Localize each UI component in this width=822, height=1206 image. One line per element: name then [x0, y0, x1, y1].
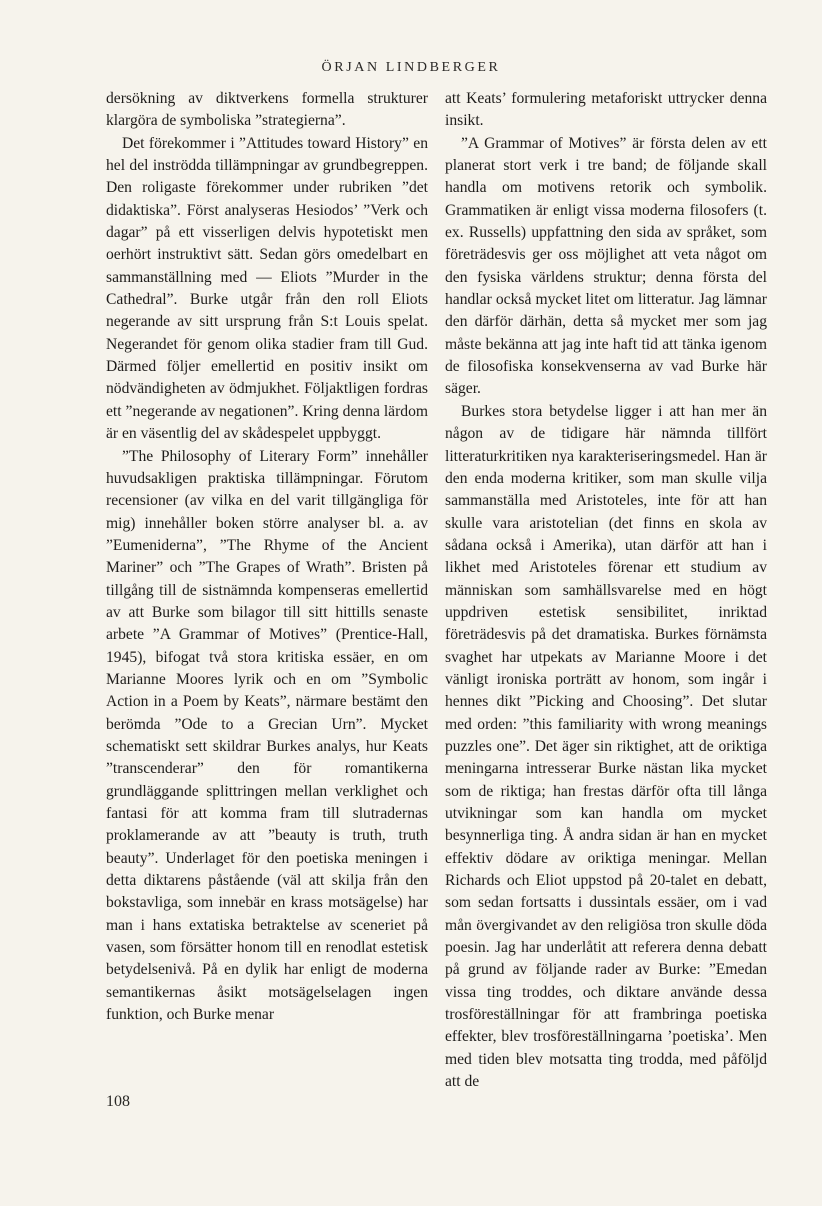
- paragraph: att Keats’ formulering metaforiskt uttrycker denna insikt.: [445, 90, 767, 130]
- paragraph: dersökning av diktverkens formella strukturer klargöra de symboliska ”strategierna”.: [106, 90, 428, 130]
- page-number: 108: [106, 1093, 130, 1110]
- running-head: ÖRJAN LINDBERGER: [321, 60, 501, 75]
- right-column: [445, 88, 767, 1093]
- left-column: [106, 88, 428, 1026]
- paragraph: ”The Philosophy of Literary Form” innehåller huvudsakligen praktiska tillämpningar. Förutom recensioner (av vilka en del varit tillgängliga för mig) innehåller boken större analyser bl. a. av ”Eumeniderna”, ”The Rhyme of the Ancient Mariner” och ”The Grapes of Wrath”. Bristen på tillgång till de sistnämnda kompenseras emellertid av att Burke som bilagor till sitt hittills senaste arbete ”A Grammar of Motives” (Prentice-Hall, 1945), bifogat två stora kritiska essäer, en om Marianne Moores lyrik och en om ”Symbolic Action in a Poem by Keats”, närmare bestämt den berömda ”Ode to a Grecian Urn”. Mycket schematiskt sett skildrar Burkes analys, hur Keats ”transcenderar” den för romantikerna grundläggande splittringen mellan verklighet och fantasi för att komma fram till slutradernas proklamerande av att ”beauty is truth, truth beauty”. Underlaget för den poetiska meningen i detta diktarens påstående (väl att skilja från den bokstavliga, som innebär en krass motsägelse) har man i hans extatiska betraktelse av sceneriet på vasen, som försätter honom till en renodlat estetisk betydelsenivå. På en dylik har enligt de moderna semantikernas åsikt motsägelselagen ingen funktion, och Burke menar: [106, 447, 428, 1024]
- paragraph: ”A Grammar of Motives” är första delen av ett planerat stort verk i tre band; de följande skall handla om motivens retorik och symbolik. Grammatiken är enligt vissa moderna filosofers (t. ex. Russells) uppfattning den sida av språket, som företrädesvis ger oss möjlighet att veta något om den fysiska världens struktur; denna första del handlar också mycket litet om litteratur. Jag lämnar den därför därhän, detta så mycket mer som jag måste bekänna att jag inte haft tid att tänka igenom de filosofiska konsekvenserna av vad Burke här säger.: [445, 134, 767, 398]
- paragraph: Burkes stora betydelse ligger i att han mer än någon av de tidigare här nämnda tillfört litteraturkritiken nya karakteriseringsmedel. Han är den enda moderna kritiker, som man skulle vilja sammanställa med Aristoteles, inte för att han skulle vara aristotelian (det finns en skola av sådana också i Amerika), utan därför att han i likhet med Aristoteles förenar ett studium av människan som samhällsvarelse med en högt uppdriven estetisk sensibilitet, inriktad företrädesvis på det dramatiska. Burkes förnämsta svaghet har utpekats av Marianne Moore i det vänligt ironiska porträtt av honom, som ingår i hennes dikt ”Picking and Choosing”. Det slutar med orden: ”this familiarity with wrong meanings puzzles one”. Det äger sin riktighet, att de oriktiga meningarna intresserar Burke nästan lika mycket som de riktiga; han frestas därför ofta till långa utvikningar som kan handla om mycket besynnerliga ting. Å andra sidan är han en mycket effektiv dödare av oriktiga meningar. Mellan Richards och Eliot uppstod på 20-talet en debatt, som sedan fortsatts i dussintals essäer, om i vad mån övergivandet av den religiösa tron skulle döda poesin. Jag har underlåtit att referera denna debatt på grund av följande rader av Burke: ”Emedan vissa ting troddes, och diktare använde dessa trosföreställningar för att frambringa poetiska effekter, blev trosföreställningarna ’poetiska’. Men med tiden blev motsatta ting trodda, med påföljd att de: [445, 402, 767, 1091]
- paragraph: Det förekommer i ”Attitudes toward History” en hel del inströdda tillämpningar av grundbegreppen. Den roligaste förekommer under rubriken ”det didaktiska”. Först analyseras Hesiodos’ ”Verk och dagar” på ett visserligen delvis hypotetiskt men oerhört instruktivt sätt. Sedan görs omedelbart en sammanställning med — Eliots ”Murder in the Cathedral”. Burke utgår från den roll Eliots negerande av sitt ursprung från S:t Louis spelat. Negerandet för genom olika stadier fram till Gud. Därmed följer emellertid en positiv insikt om nödvändigheten av ödmjukhet. Följaktligen fordras ett ”negerande av negationen”. Kring denna lärdom är en väsentlig del av skådespelet uppbyggt.: [106, 134, 428, 443]
